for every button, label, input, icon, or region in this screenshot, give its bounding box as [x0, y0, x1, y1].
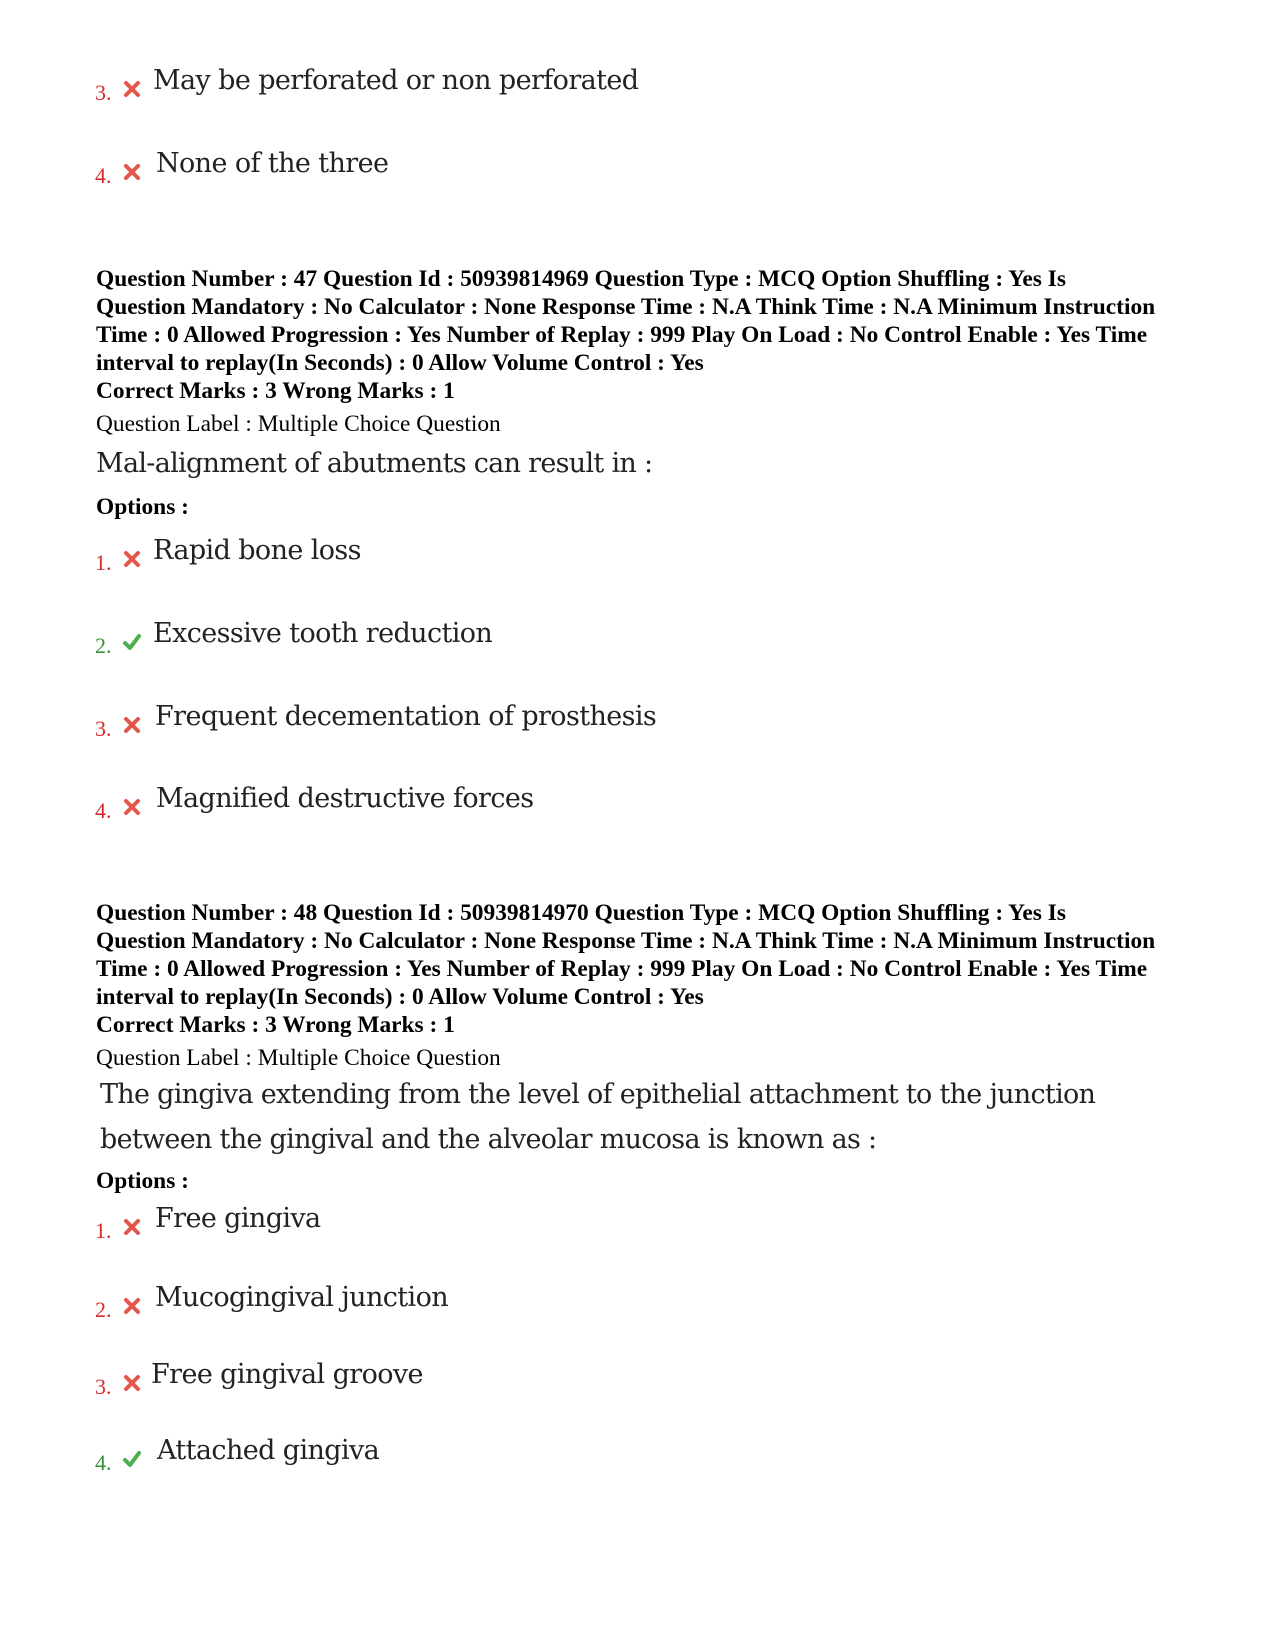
option-text: Frequent decementation of prosthesis	[155, 701, 657, 732]
cross-icon	[123, 798, 141, 816]
option-number: 4.	[95, 798, 112, 823]
option-number: 3.	[95, 1374, 112, 1399]
option-number: 2.	[95, 1297, 112, 1322]
option-text: Mucogingival junction	[155, 1282, 449, 1313]
option-text: May be perforated or non perforated	[153, 65, 639, 96]
option-text: Magnified destructive forces	[156, 783, 534, 814]
option-text: Free gingiva	[155, 1203, 321, 1234]
option-item	[95, 783, 795, 828]
option-text: Attached gingiva	[157, 1435, 380, 1466]
option-item	[95, 535, 795, 580]
question-text: Mal-alignment of abutments can result in :	[96, 448, 653, 479]
question-text: The gingiva extending from the level of epithelial attachment to the junction between the gingival and the alveolar mucosa is known as :	[100, 1079, 1096, 1155]
cross-icon	[123, 716, 141, 734]
question-label: Question Label : Multiple Choice Question	[96, 1045, 501, 1071]
option-item	[95, 148, 795, 193]
option-text: None of the three	[156, 148, 389, 179]
question-meta: Question Number : 47 Question Id : 50939814969 Question Type : MCQ Option Shuffling : Yes Is Question Mandatory : No Calculator : None Response Time : N.A Think Time : N.A Minimum Instruction Time : 0 Allowed Progression : Yes Number of Replay : 999 Play On Load : No Control Enable : Yes Time interval to replay(In Seconds) : 0 Allow Volume Control : Yes	[96, 266, 1156, 376]
option-number: 3.	[95, 80, 112, 105]
option-item	[95, 1359, 795, 1404]
option-item	[95, 65, 795, 110]
option-text: Free gingival groove	[151, 1359, 423, 1390]
option-item	[95, 701, 795, 746]
option-number: 4.	[95, 163, 112, 188]
check-icon	[121, 1450, 143, 1468]
option-number: 3.	[95, 716, 112, 741]
option-item	[95, 618, 795, 663]
question-marks: Correct Marks : 3 Wrong Marks : 1	[96, 1012, 455, 1038]
option-number: 4.	[95, 1450, 112, 1475]
option-item	[95, 1282, 795, 1327]
check-icon	[121, 633, 143, 651]
options-label: Options :	[96, 494, 189, 520]
option-number: 1.	[95, 550, 112, 575]
option-number: 1.	[95, 1218, 112, 1243]
question-meta: Question Number : 48 Question Id : 50939814970 Question Type : MCQ Option Shuffling : Yes Is Question Mandatory : No Calculator : None Response Time : N.A Think Time : N.A Minimum Instruction Time : 0 Allowed Progression : Yes Number of Replay : 999 Play On Load : No Control Enable : Yes Time interval to replay(In Seconds) : 0 Allow Volume Control : Yes	[96, 900, 1156, 1010]
cross-icon	[123, 1297, 141, 1315]
option-item	[95, 1435, 795, 1480]
cross-icon	[123, 550, 141, 568]
cross-icon	[123, 80, 141, 98]
options-label: Options :	[96, 1168, 189, 1194]
question-label: Question Label : Multiple Choice Question	[96, 411, 501, 437]
option-text: Rapid bone loss	[153, 535, 361, 566]
cross-icon	[123, 163, 141, 181]
option-number: 2.	[95, 633, 112, 658]
option-text: Excessive tooth reduction	[153, 618, 493, 649]
question-marks: Correct Marks : 3 Wrong Marks : 1	[96, 378, 455, 404]
cross-icon	[123, 1218, 141, 1236]
cross-icon	[123, 1374, 141, 1392]
option-item	[95, 1203, 795, 1248]
